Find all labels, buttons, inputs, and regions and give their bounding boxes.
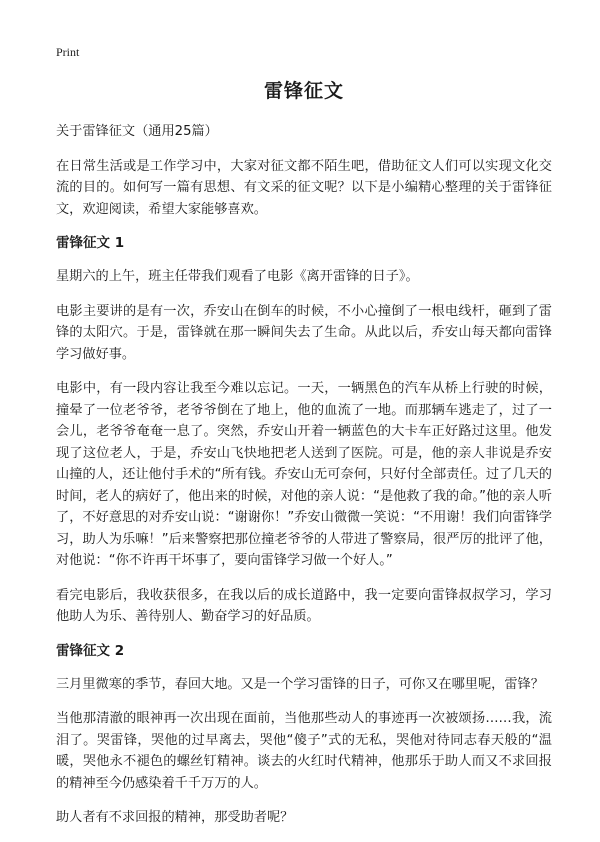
print-label: Print — [56, 45, 80, 59]
paragraph: 星期六的上午，班主任带我们观看了电影《离开雷锋的日子》。 — [56, 269, 419, 284]
paragraph: 看完电影后，我收获很多，在我以后的成长道路中，我一定要向雷锋叔叔学习，学习他助人为乐、善待别人、勤奋学习的好品质。 — [56, 587, 552, 624]
paragraph: 助人者有不求回报的精神，那受助者呢？ — [56, 810, 294, 825]
paragraph: 电影中，有一段内容让我至今难以忘记。一天，一辆黑色的汽车从桥上行驶的时候，撞晕了一位老爷爷，老爷爷倒在了地上，他的血流了一地。而那辆车逃走了，过了一会儿，老爷爷奄奄一息了。突然，乔安山开着一辆蓝色的大卡车正好路过这里。他发现了这位老人，于是，乔安山飞快地把老人送到了医院。可是，他的亲人非说是乔安山撞的人，还让他付手术的“所有钱。乔安山无可奈何，只好付全部责任。过了几天的时间，老人的病好了，他出来的时候，对他的亲人说：“是他救了我的命。”他的亲人听了，不好意思的对乔安山说：“谢谢你！”乔安山微微一笑说：“不用谢！我们向雷锋学习，助人为乐嘛！”后来警察把那位撞老爷爷的人带进了警察局，很严厉的批评了他，对他说：“你不许再干坏事了，要向雷锋学习做一个好人。” — [56, 381, 552, 568]
paragraph: 电影主要讲的是有一次，乔安山在倒车的时候，不小心撞倒了一根电线杆，砸到了雷锋的太阳穴。于是，雷锋就在那一瞬间失去了生命。从此以后，乔安山每天都向雷锋学习做好事。 — [56, 303, 552, 362]
page-title: 雷锋征文 — [263, 80, 344, 102]
section-2 — [56, 641, 552, 829]
paragraph: 三月里微寒的季节，春回大地。又是一个学习雷锋的日子，可你又在哪里呢，雷锋？ — [56, 676, 544, 692]
intro-paragraph: 在日常生活或是工作学习中，大家对征文都不陌生吧，借助征文人们可以实现文化交流的目的。如何写一篇有思想、有文采的征文呢？以下是小编精心整理的关于雷锋征文，欢迎阅读，希望大家能够喜欢。 — [56, 158, 552, 217]
section-heading: 雷锋征文 1 — [56, 235, 125, 251]
document-page — [56, 76, 552, 842]
section-heading: 雷锋征文 2 — [56, 642, 125, 659]
paragraph: 当他那清澈的眼神再一次出现在面前，当他那些动人的事迹再一次被颂扬……我，流泪了。哭雷锋，哭他的过早离去，哭他“傻子”式的无私，哭他对待同志春天般的“温暖，哭他永不褪色的螺丝钉精神。谈去的火红时代精神，他那乐于助人而又不求回报的精神至今仍感染着千千万万的人。 — [56, 711, 552, 791]
intro-line: 关于雷锋征文（通用25篇） — [56, 124, 218, 139]
section-1 — [56, 233, 552, 628]
